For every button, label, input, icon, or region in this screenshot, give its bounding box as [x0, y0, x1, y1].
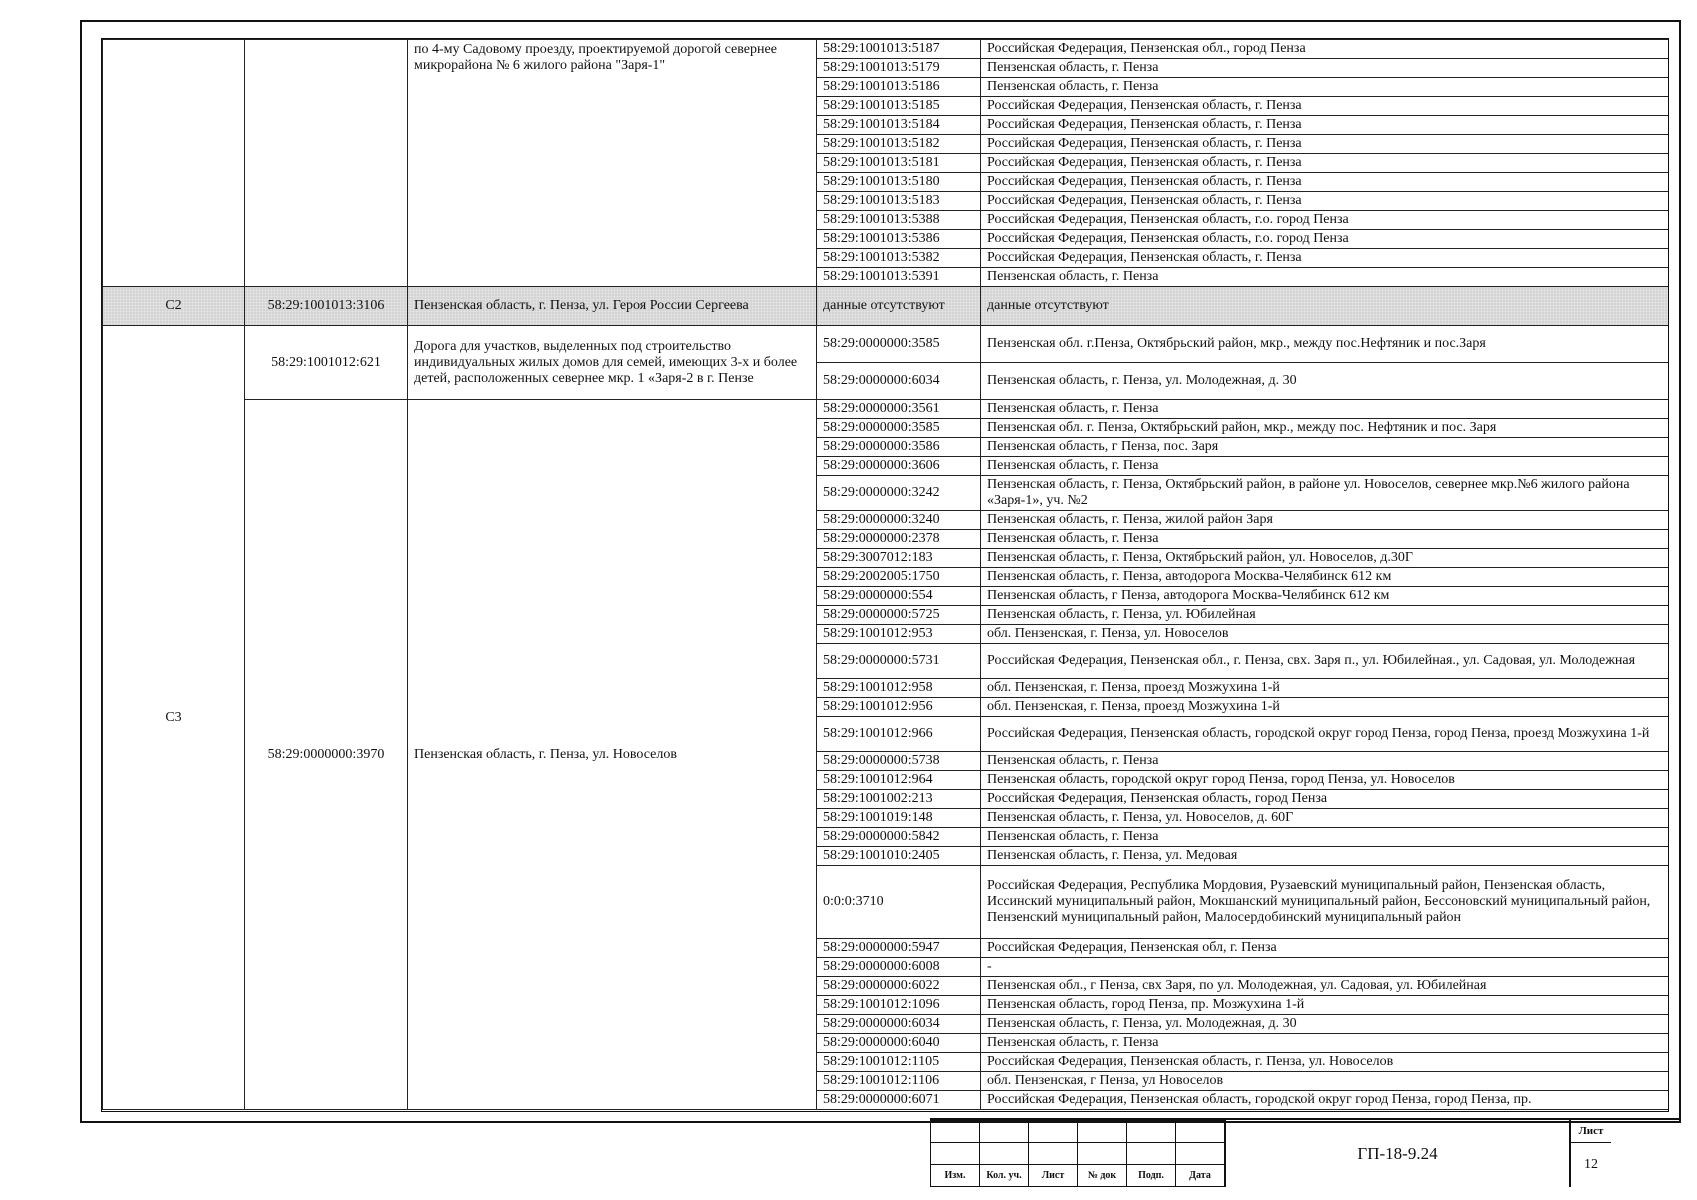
sub-address: Пензенская область, г Пенза, пос. Заря: [981, 438, 1670, 457]
sub-address: Российская Федерация, Республика Мордовия, Рузаевский муниципальный район, Пензенская область, Иссинский муниципальный район, Мокшанский муниципальный район, Бессоновский муниципальный район, Пензенский муниципальный район, Малосердобинский муниципальный район: [981, 866, 1670, 939]
cell-number: С2: [103, 287, 245, 326]
sub-cadastral: 58:29:0000000:6034: [817, 1015, 981, 1034]
sub-cadastral: 58:29:0000000:6022: [817, 977, 981, 996]
sub-address: данные отсутствуют: [981, 287, 1670, 326]
sub-address: Пензенская обл. г.Пенза, Октябрьский район, мкр., между пос.Нефтяник и пос.Заря: [981, 326, 1670, 363]
sub-address: Пензенская область, г. Пенза, ул. Медовая: [981, 847, 1670, 866]
sub-address: Пензенская область, городской округ город Пенза, город Пенза, ул. Новоселов: [981, 771, 1670, 790]
cell-description: Дорога для участков, выделенных под строительство индивидуальных жилых домов для семей, имеющих 3-х и более детей, расположенных севернее мкр. 1 «Заря-2 в г. Пензе: [408, 326, 817, 400]
stamp-label-sign: Подп.: [1127, 1165, 1176, 1187]
sub-cadastral: 58:29:1001012:966: [817, 717, 981, 752]
sub-address: Пензенская область, г. Пенза, ул. Молодежная, д. 30: [981, 1015, 1670, 1034]
sub-address: Пензенская область, г. Пенза: [981, 752, 1670, 771]
sub-cadastral: 58:29:1001013:5388: [817, 211, 981, 230]
sub-cadastral: данные отсутствуют: [817, 287, 981, 326]
sub-cadastral: 0:0:0:3710: [817, 866, 981, 939]
table-row: [103, 400, 1670, 419]
sub-address: -: [981, 958, 1670, 977]
sub-cadastral: 58:29:0000000:6034: [817, 363, 981, 400]
sub-address: Пензенская область, г. Пенза, автодорога Москва-Челябинск 612 км: [981, 568, 1670, 587]
cell-number: [103, 40, 245, 287]
table-row: [103, 326, 1670, 363]
table-row: [103, 40, 1670, 59]
sub-address: обл. Пензенская, г. Пенза, проезд Мозжухина 1-й: [981, 698, 1670, 717]
sub-address: Российская Федерация, Пензенская область, г. Пенза: [981, 97, 1670, 116]
sub-address: Российская Федерация, Пензенская область, г. Пенза: [981, 173, 1670, 192]
sheet-number: 12: [1584, 1156, 1598, 1172]
cell-description: Пензенская область, г. Пенза, ул. Новоселов: [408, 400, 817, 1110]
sub-address: Российская Федерация, Пензенская область, г. Пенза: [981, 116, 1670, 135]
sub-cadastral: 58:29:0000000:5947: [817, 939, 981, 958]
sub-cadastral: 58:29:1001013:5181: [817, 154, 981, 173]
sub-cadastral: 58:29:1001013:5185: [817, 97, 981, 116]
sub-cadastral: 58:29:0000000:3240: [817, 511, 981, 530]
sub-cadastral: 58:29:1001002:213: [817, 790, 981, 809]
sub-cadastral: 58:29:1001013:5182: [817, 135, 981, 154]
cell-number: С3: [103, 326, 245, 1110]
sub-cadastral: 58:29:1001012:964: [817, 771, 981, 790]
sub-cadastral: 58:29:2002005:1750: [817, 568, 981, 587]
sub-cadastral: 58:29:1001012:1096: [817, 996, 981, 1015]
sub-address: Пензенская область, г. Пенза, Октябрьский район, ул. Новоселов, д.30Г: [981, 549, 1670, 568]
sub-address: Российская Федерация, Пензенская обл., город Пенза: [981, 40, 1670, 59]
cell-cadastral: 58:29:1001013:3106: [245, 287, 408, 326]
sub-address: обл. Пензенская, г. Пенза, проезд Мозжухина 1-й: [981, 679, 1670, 698]
sub-address: Российская Федерация, Пензенская область, г. Пенза, ул. Новоселов: [981, 1053, 1670, 1072]
sub-address: Российская Федерация, Пензенская область, г. Пенза: [981, 192, 1670, 211]
sub-cadastral: 58:29:1001013:5386: [817, 230, 981, 249]
sub-cadastral: 58:29:1001012:956: [817, 698, 981, 717]
sub-address: Пензенская область, г. Пенза: [981, 78, 1670, 97]
sub-cadastral: 58:29:0000000:3585: [817, 419, 981, 438]
revision-grid: [930, 1120, 1225, 1187]
stamp-label-doc: № док: [1078, 1165, 1127, 1187]
cell-cadastral: [245, 40, 408, 287]
sub-address: Российская Федерация, Пензенская область, г.о. город Пенза: [981, 211, 1670, 230]
sub-address: Пензенская область, г. Пенза, ул. Юбилейная: [981, 606, 1670, 625]
sub-address: Пензенская область, г. Пенза: [981, 59, 1670, 78]
cell-cadastral: 58:29:1001012:621: [245, 326, 408, 400]
sub-cadastral: 58:29:1001013:5180: [817, 173, 981, 192]
sub-cadastral: 58:29:1001013:5183: [817, 192, 981, 211]
sub-cadastral: 58:29:0000000:3585: [817, 326, 981, 363]
cadastral-table: [102, 39, 1669, 1110]
sub-cadastral: 58:29:1001013:5179: [817, 59, 981, 78]
cell-cadastral: 58:29:0000000:3970: [245, 400, 408, 1110]
sub-cadastral: 58:29:1001013:5382: [817, 249, 981, 268]
sub-cadastral: 58:29:0000000:6040: [817, 1034, 981, 1053]
main-table-container: [101, 38, 1669, 1112]
sub-address: Пензенская область, г. Пенза: [981, 268, 1670, 287]
sub-address: Российская Федерация, Пензенская область, город Пенза: [981, 790, 1670, 809]
sub-cadastral: 58:29:3007012:183: [817, 549, 981, 568]
sub-address: Пензенская область, г. Пенза: [981, 457, 1670, 476]
sub-cadastral: 58:29:1001012:1106: [817, 1072, 981, 1091]
sub-cadastral: 58:29:0000000:5842: [817, 828, 981, 847]
sub-cadastral: 58:29:0000000:3586: [817, 438, 981, 457]
sub-address: Пензенская область, г. Пенза, жилой район Заря: [981, 511, 1670, 530]
sub-address: обл. Пензенская, г. Пенза, ул. Новоселов: [981, 625, 1670, 644]
sub-address: Российская Федерация, Пензенская область, г. Пенза: [981, 154, 1670, 173]
sub-address: Пензенская область, г. Пенза, ул. Молодежная, д. 30: [981, 363, 1670, 400]
sub-cadastral: 58:29:0000000:5731: [817, 644, 981, 679]
sub-cadastral: 58:29:0000000:3561: [817, 400, 981, 419]
sub-cadastral: 58:29:1001012:1105: [817, 1053, 981, 1072]
stamp-label-date: Дата: [1176, 1165, 1225, 1187]
sub-cadastral: 58:29:1001013:5186: [817, 78, 981, 97]
sub-cadastral: 58:29:1001012:953: [817, 625, 981, 644]
sub-cadastral: 58:29:0000000:6008: [817, 958, 981, 977]
sub-address: Российская Федерация, Пензенская область, г.о. город Пенза: [981, 230, 1670, 249]
sub-address: Российская Федерация, Пензенская область, городской округ город Пенза, город Пенза, проезд Мозжухина 1-й: [981, 717, 1670, 752]
sub-address: Пензенская область, город Пенза, пр. Мозжухина 1-й: [981, 996, 1670, 1015]
sub-cadastral: 58:29:0000000:6071: [817, 1091, 981, 1110]
title-block: [930, 1118, 1681, 1187]
sub-address: обл. Пензенская, г Пенза, ул Новоселов: [981, 1072, 1670, 1091]
sheet-label: Лист: [1571, 1120, 1611, 1143]
sub-address: Российская Федерация, Пензенская область, г. Пенза: [981, 249, 1670, 268]
sub-address: Российская Федерация, Пензенская обл, г. Пенза: [981, 939, 1670, 958]
sub-address: Российская Федерация, Пензенская область, городской округ город Пенза, город Пенза, пр.: [981, 1091, 1670, 1110]
stamp-label-izm: Изм.: [931, 1165, 980, 1187]
sub-cadastral: 58:29:0000000:5725: [817, 606, 981, 625]
sub-address: Пензенская область, г. Пенза, Октябрьский район, в районе ул. Новоселов, севернее мкр.№6 жилого района «Заря-1», уч. №2: [981, 476, 1670, 511]
sub-address: Пензенская область, г. Пенза: [981, 400, 1670, 419]
sub-cadastral: 58:29:0000000:3242: [817, 476, 981, 511]
cell-description: Пензенская область, г. Пенза, ул. Героя России Сергеева: [408, 287, 817, 326]
sheet-box: [1571, 1120, 1681, 1187]
sub-address: Пензенская область, г. Пенза: [981, 828, 1670, 847]
sub-cadastral: 58:29:0000000:3606: [817, 457, 981, 476]
sub-address: Пензенская обл., г Пенза, свх Заря, по ул. Молодежная, ул. Садовая, ул. Юбилейная: [981, 977, 1670, 996]
sub-cadastral: 58:29:0000000:554: [817, 587, 981, 606]
document-code: ГП-18-9.24: [1224, 1120, 1571, 1187]
sub-address: Пензенская область, г Пенза, автодорога Москва-Челябинск 612 км: [981, 587, 1670, 606]
cell-description: по 4-му Садовому проезду, проектируемой дорогой севернее микрорайона № 6 жилого района "Заря-1": [408, 40, 817, 287]
sub-cadastral: 58:29:1001013:5391: [817, 268, 981, 287]
sub-cadastral: 58:29:1001012:958: [817, 679, 981, 698]
sub-address: Пензенская область, г. Пенза: [981, 1034, 1670, 1053]
sub-cadastral: 58:29:1001013:5187: [817, 40, 981, 59]
sub-cadastral: 58:29:0000000:5738: [817, 752, 981, 771]
sub-address: Российская Федерация, Пензенская обл., г. Пенза, свх. Заря п., ул. Юбилейная., ул. Садовая, ул. Молодежная: [981, 644, 1670, 679]
sub-cadastral: 58:29:1001019:148: [817, 809, 981, 828]
sub-address: Российская Федерация, Пензенская область, г. Пенза: [981, 135, 1670, 154]
sub-address: Пензенская область, г. Пенза: [981, 530, 1670, 549]
sub-cadastral: 58:29:1001010:2405: [817, 847, 981, 866]
sub-cadastral: 58:29:0000000:2378: [817, 530, 981, 549]
sub-cadastral: 58:29:1001013:5184: [817, 116, 981, 135]
table-row-c2: [103, 287, 1670, 326]
sub-address: Пензенская обл. г. Пенза, Октябрьский район, мкр., между пос. Нефтяник и пос. Заря: [981, 419, 1670, 438]
stamp-label-kol: Кол. уч.: [980, 1165, 1029, 1187]
stamp-label-list: Лист: [1029, 1165, 1078, 1187]
sub-address: Пензенская область, г. Пенза, ул. Новоселов, д. 60Г: [981, 809, 1670, 828]
